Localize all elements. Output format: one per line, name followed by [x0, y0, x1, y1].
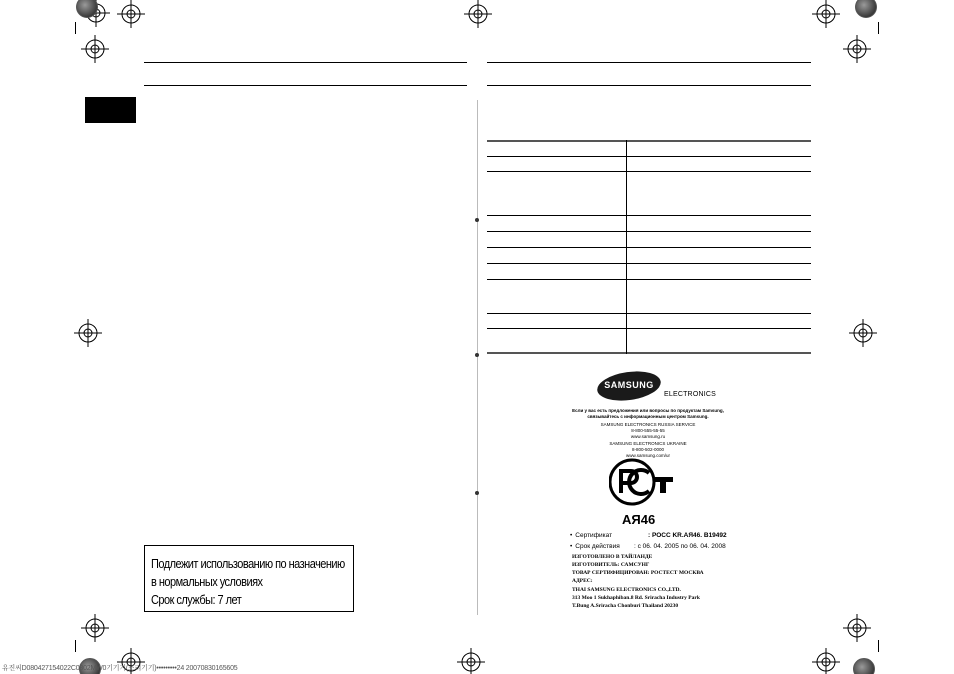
- bullet-dot: [475, 218, 479, 222]
- language-tab: [85, 97, 136, 123]
- validity-value: : с 06. 04. 2005 по 06. 04. 2008: [634, 543, 726, 550]
- registration-mark-icon: [457, 648, 485, 674]
- notice-line-2: в нормальных условиях: [151, 575, 263, 589]
- table-row: [487, 328, 811, 329]
- trim-mark: [75, 22, 76, 34]
- trim-mark: [878, 640, 879, 652]
- manufacturer: ИЗГОТОВИТЕЛЬ: САМСУНГ: [572, 562, 650, 568]
- table-row: [487, 171, 811, 172]
- bullet-dot: [475, 491, 479, 495]
- ukraine-web: www.samsung.com/ur: [625, 453, 670, 458]
- notice-line-3: Срок службы: 7 лет: [151, 593, 242, 607]
- registration-mark-icon: [74, 319, 102, 347]
- color-target-icon: [853, 658, 875, 674]
- intro-line-2: связывайтесь с информационным центром Samsung.: [587, 414, 709, 419]
- ukraine-service: SAMSUNG ELECTRONICS UKRAINE: [609, 441, 687, 446]
- header-rule-left-bottom: [144, 85, 467, 86]
- registration-mark-icon: [843, 614, 871, 642]
- registration-mark-icon: [812, 648, 840, 674]
- color-target-icon: [855, 0, 877, 18]
- russia-service: SAMSUNG ELECTRONICS RUSSIA SERVICE: [600, 422, 696, 427]
- header-rule-right-top: [487, 62, 811, 63]
- validity-label: • Срок действия: [570, 543, 620, 550]
- table-row: [487, 231, 811, 232]
- service-life-notice: [144, 545, 354, 612]
- column-divider: [477, 100, 478, 615]
- company-name: THAI SAMSUNG ELECTRONICS CO.,LTD.: [572, 587, 681, 593]
- header-rule-right-bottom: [487, 85, 811, 86]
- validity-label-text: Срок действия: [575, 543, 620, 550]
- registration-mark-icon: [81, 614, 109, 642]
- table-row: [487, 215, 811, 216]
- company-street: 313 Moo 1 Sukhaphiban.8 Rd. Sriracha Industry Park: [572, 595, 700, 601]
- table-row: [487, 313, 811, 314]
- table-row: [487, 140, 811, 142]
- logo-wordmark: SAMSUNG: [604, 380, 654, 390]
- registration-mark-icon: [81, 35, 109, 63]
- registration-mark-icon: [843, 35, 871, 63]
- made-in: ИЗГОТОВЛЕНО В ТАЙЛАНДЕ: [572, 554, 653, 560]
- registration-mark-icon: [117, 0, 145, 28]
- registration-mark-icon: [464, 0, 492, 28]
- trim-mark: [878, 22, 879, 34]
- samsung-logo: [597, 372, 661, 400]
- table-column-divider: [626, 140, 627, 354]
- table-row: [487, 263, 811, 264]
- russia-web: www.samsung.ru: [630, 434, 666, 439]
- certificate-label-text: Сертификат: [575, 532, 613, 539]
- trim-mark: [75, 640, 76, 652]
- intro-line-1: Если у вас есть предложения или вопросы по продуктам Samsung,: [572, 408, 724, 413]
- certificate-value: : РОСС KR.АЯ46. B19492: [648, 532, 727, 539]
- certificate-label: • Сертификат: [570, 532, 613, 539]
- bullet-dot: [475, 353, 479, 357]
- notice-line-1: Подлежит использованию по назначению: [151, 557, 345, 571]
- ukraine-phone: 8-800-502-0000: [631, 447, 665, 452]
- company-city: T.Bung A.Sriracha Chonburi Thailand 20230: [572, 603, 679, 609]
- table-row: [487, 279, 811, 280]
- russia-phone: 8-800-555-55-55: [631, 428, 665, 433]
- pct-certification-mark-icon: [609, 457, 675, 509]
- registration-mark-icon: [849, 319, 877, 347]
- table-row: [487, 352, 811, 354]
- pct-code: АЯ46: [622, 512, 656, 527]
- registration-mark-icon: [812, 0, 840, 28]
- address-label: АДРЕС:: [572, 578, 593, 584]
- table-row: [487, 156, 811, 157]
- table-row: [487, 247, 811, 248]
- header-rule-left-top: [144, 62, 467, 63]
- print-slug: 유진씨D080427154022C0802MW0기기기(조리기기)•••••••••24 20070830165605: [2, 665, 238, 672]
- logo-division: ELECTRONICS: [664, 391, 716, 398]
- specification-table: [487, 140, 811, 354]
- certified-by: ТОВАР СЕРТИФИЦИРОВАН: РОСТЕСТ МОСКВА: [572, 570, 704, 576]
